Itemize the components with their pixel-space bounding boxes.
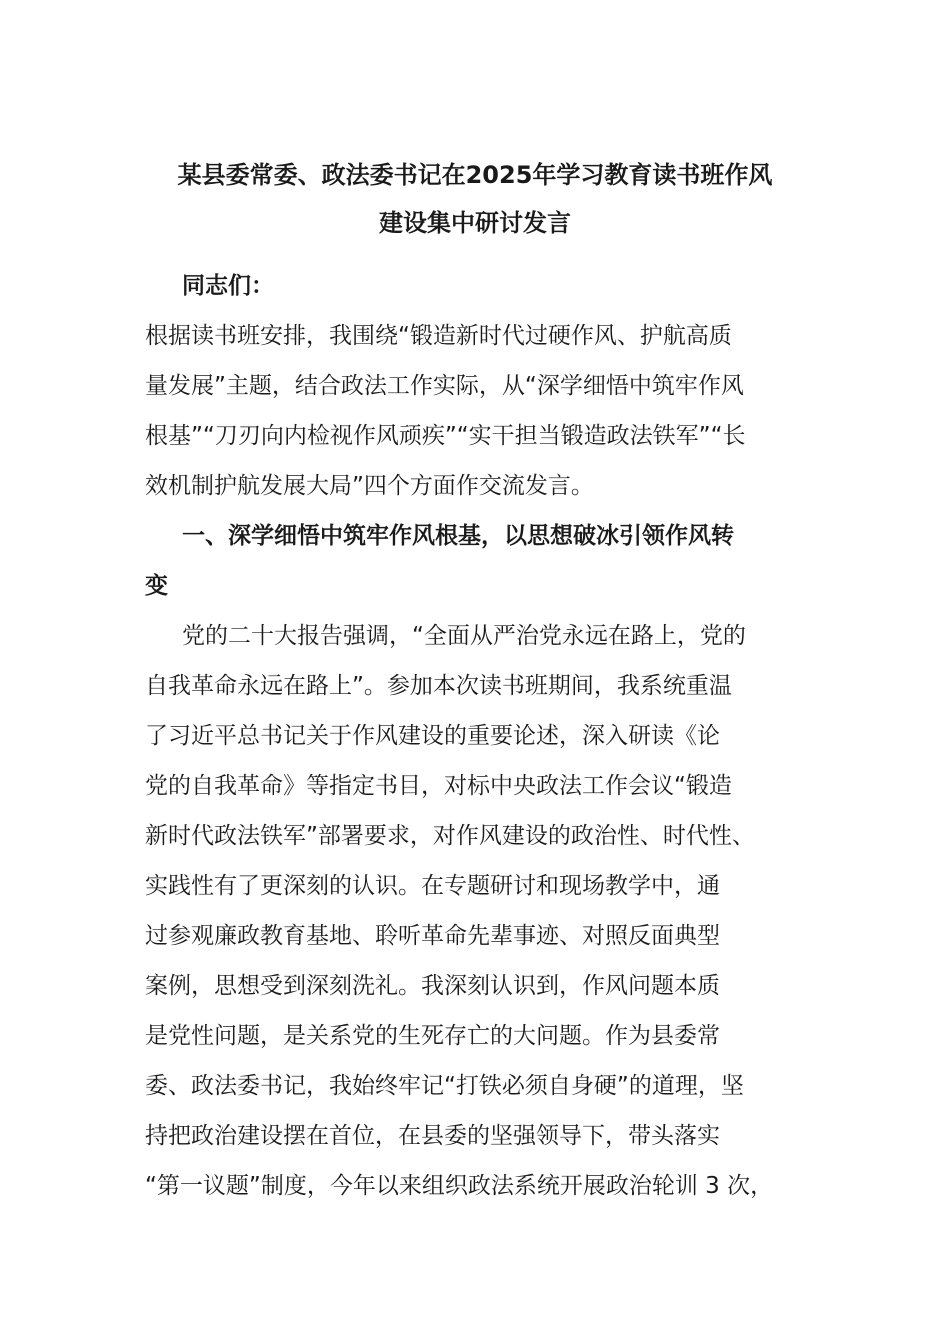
section-1-body-line: 持把政治建设摆在首位，在县委的坚强领导下，带头落实 <box>145 1123 720 1149</box>
section-1-body-line: 案例，思想受到深刻洗礼。我深刻认识到，作风问题本质 <box>145 973 720 999</box>
intro-line: 根基”“刀刃向内检视作风顽疾”“实干担当锻造政法铁军”“长 <box>145 423 746 449</box>
section-1-heading-line: 一、深学细悟中筑牢作风根基，以思想破冰引领作风转 <box>182 523 734 549</box>
section-1-body-line: “第一议题”制度，今年以来组织政法系统开展政治轮训 3 次， <box>145 1173 774 1199</box>
document-title-line-1: 某县委常委、政法委书记在2025年学习教育读书班作风 <box>177 161 773 189</box>
section-1-body-line: 党的二十大报告强调，“全面从严治党永远在路上，党的 <box>182 623 746 649</box>
section-1-body-line: 过参观廉政教育基地、聆听革命先辈事迹、对照反面典型 <box>145 923 720 949</box>
intro-line: 量发展”主题，结合政法工作实际，从“深学细悟中筑牢作风 <box>145 373 744 399</box>
section-1-body-line: 是党性问题，是关系党的生死存亡的大问题。作为县委常 <box>145 1023 720 1049</box>
document-title-line-2: 建设集中研讨发言 <box>379 209 571 237</box>
section-1-body-line: 实践性有了更深刻的认识。在专题研讨和现场教学中，通 <box>145 873 720 899</box>
section-1-heading-line: 变 <box>145 573 168 599</box>
section-1-body-line: 党的自我革命》等指定书目，对标中央政法工作会议“锻造 <box>145 773 732 799</box>
greeting: 同志们： <box>182 273 274 299</box>
section-1-body-line: 自我革命永远在路上”。参加本次读书班期间，我系统重温 <box>145 673 732 699</box>
section-1-body-line: 了习近平总书记关于作风建设的重要论述，深入研读《论 <box>145 723 720 749</box>
intro-line: 效机制护航发展大局”四个方面作交流发言。 <box>145 473 594 499</box>
section-1-body-line: 新时代政法铁军”部署要求，对作风建设的政治性、时代性、 <box>145 823 755 849</box>
intro-line: 根据读书班安排，我围绕“锻造新时代过硬作风、护航高质 <box>145 323 732 349</box>
section-1-body-line: 委、政法委书记，我始终牢记“打铁必须自身硬”的道理，坚 <box>145 1073 744 1099</box>
